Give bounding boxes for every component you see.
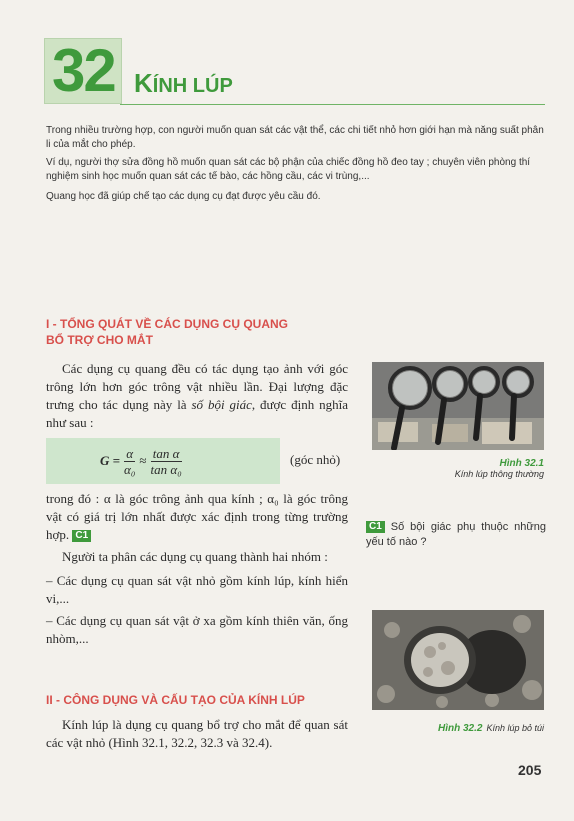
- pocket-magnifier-picture: [372, 610, 544, 710]
- section-1-heading: I - TỔNG QUÁT VỀ CÁC DỤNG CỤ QUANG BỔ TRỢ CHO MẮT: [46, 317, 288, 347]
- section-1-paragraph-2: trong đó : α là góc trông ảnh qua kính ; α₀ là góc trông vật có giá trị lớn nhất được xác định trong từng trường hợp. C1: [46, 491, 348, 542]
- section-2-paragraph-1: Kính lúp là dụng cụ quang bổ trợ cho mắt để quan sát các vật nhỏ (Hình 32.1, 32.2, 32.3 và 32.4).: [46, 717, 348, 750]
- figure-32-2-image: [372, 610, 544, 710]
- magnifying-glasses-picture: [372, 362, 544, 450]
- figure-32-1-caption: Hình 32.1 Kính lúp thông thường: [454, 458, 544, 479]
- intro-paragraph-1: Trong nhiều trường hợp, con người muốn quan sát các vật thể, các chi tiết nhỏ hơn giới hạn mà năng suất phân li của mắt cho phép.: [46, 125, 544, 150]
- page-number: 205: [518, 762, 542, 778]
- section-2-heading: II - CÔNG DỤNG VÀ CẤU TẠO CỦA KÍNH LÚP: [46, 693, 305, 707]
- chapter-number: 32: [52, 37, 115, 104]
- magnification-formula: G = $\frac{\alpha}{\text{α₀}}$ ≈ $\frac{\text{tan α}}{\text{tan α₀}}$: [100, 445, 182, 477]
- figure-32-2-caption: Hình 32.2 Kính lúp bỏ túi: [437, 723, 544, 734]
- list-item-far-objects: – Các dụng cụ quan sát vật ở xa gồm kính thiên văn, ống nhòm,...: [46, 613, 348, 646]
- formula-note: (góc nhỏ): [290, 452, 341, 467]
- chapter-title: KÍNH LÚP: [134, 68, 233, 98]
- title-rule: [120, 104, 545, 105]
- section-1-paragraph-1: Các dụng cụ quang đều có tác dụng tạo ảnh với góc trông lớn hơn góc trông vật nhiều lần. Đại lượng đặc trưng cho tác dụng này là số bội giác, được định nghĩa như sau :: [46, 361, 349, 430]
- list-item-small-objects: – Các dụng cụ quan sát vật nhỏ gồm kính lúp, kính hiển vi,...: [46, 573, 348, 606]
- intro-paragraph-2: Ví dụ, người thợ sửa đồng hồ muốn quan sát các bộ phận của chiếc đồng hồ đeo tay ; chuyên viên phòng thí nghiệm sinh học muốn quan sát các tế bào, các hồng cầu, các vi trùng,...: [46, 157, 531, 182]
- figure-32-1-image: [372, 362, 544, 450]
- question-c1: C1 Số bội giác phụ thuộc những yếu tố nào ?: [366, 521, 546, 548]
- section-1-paragraph-3: Người ta phân các dụng cụ quang thành hai nhóm :: [62, 549, 328, 564]
- question-c1-tag: C1: [366, 521, 385, 533]
- intro-paragraph-3: Quang học đã giúp chế tạo các dụng cụ đạt được yêu cầu đó.: [46, 191, 321, 202]
- c1-tag: C1: [72, 530, 91, 542]
